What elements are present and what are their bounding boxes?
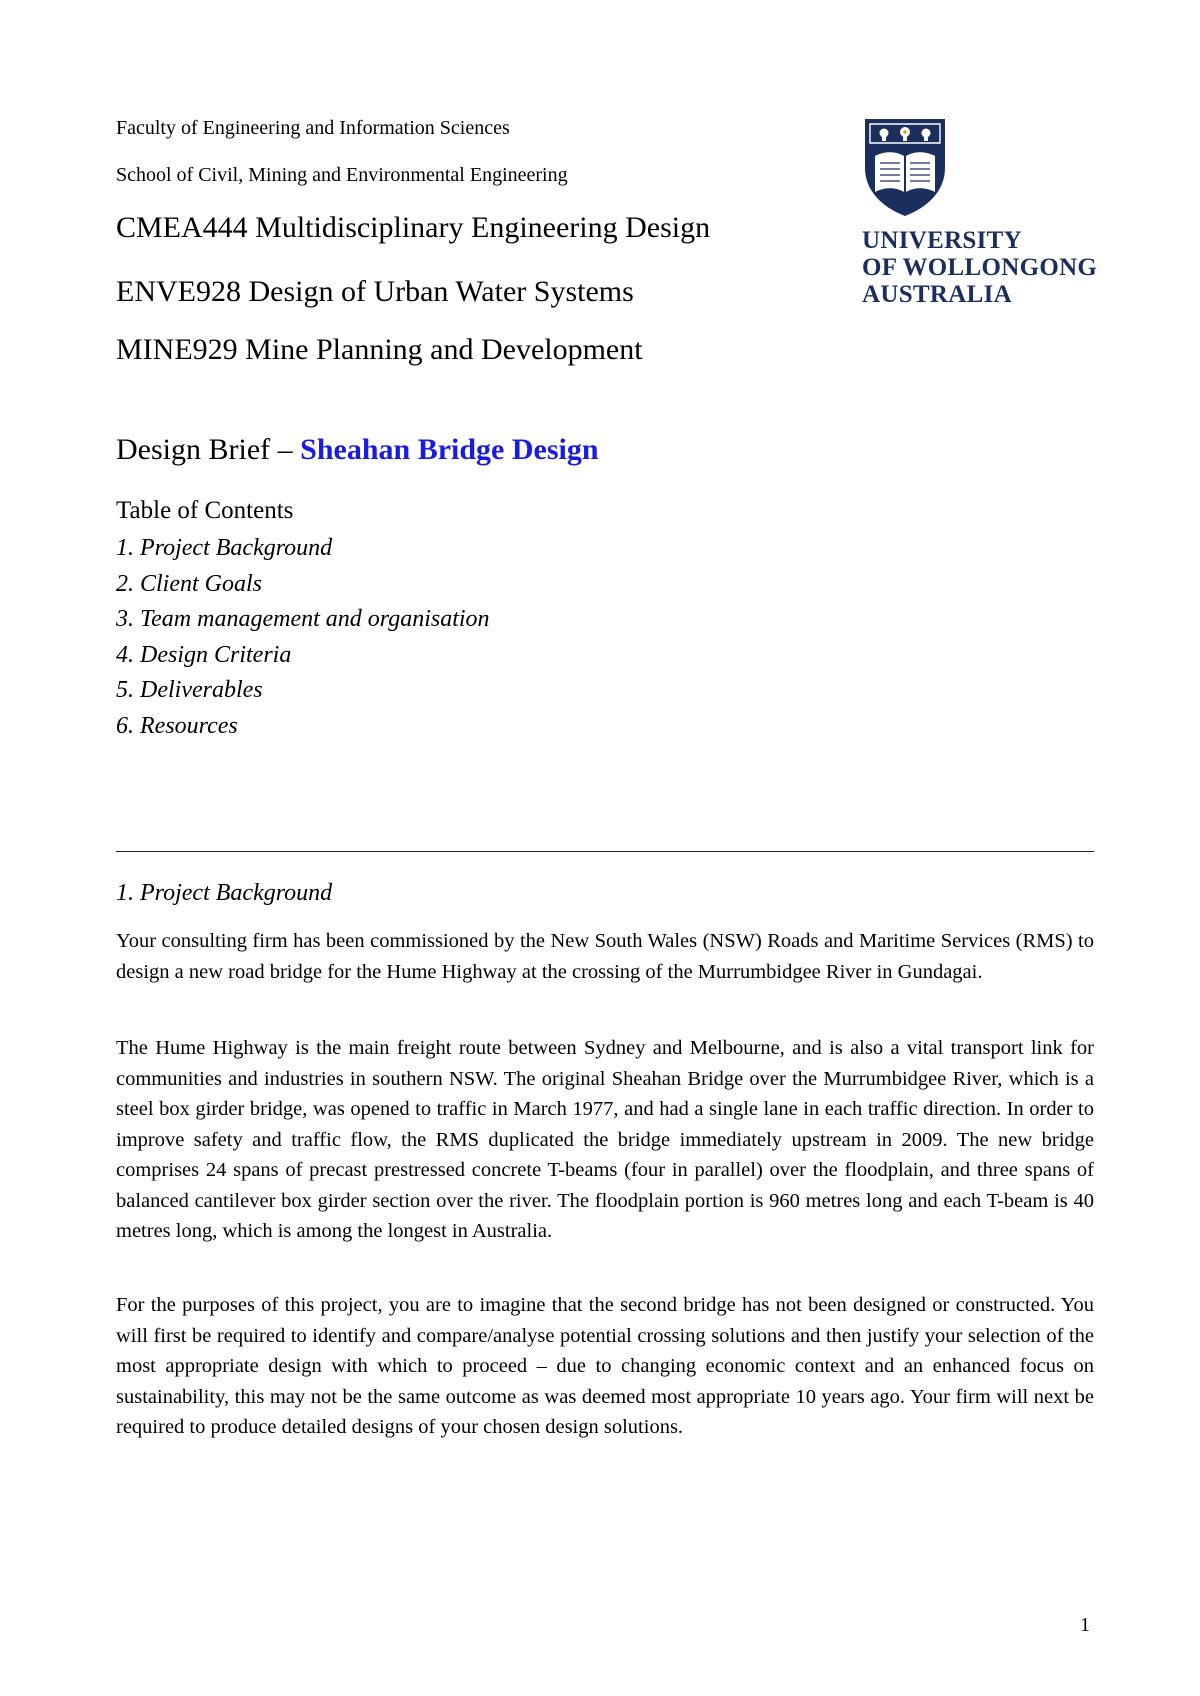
university-logo xyxy=(862,116,1192,306)
toc-item-project-background[interactable]: 1. Project Background xyxy=(116,535,333,561)
paragraph-hume-highway: The Hume Highway is the main freight route between Sydney and Melbourne, and is also a vital transport link for communities and industries in southern NSW. The original Sheahan Bridge over the Murrumbidgee River, which is a steel box girder bridge, was opened to traffic in March 1977, and had a single lane in each traffic direction. In order to improve safety and traffic flow, the RMS duplicated the bridge immediately upstream in 2009. The new bridge comprises 24 spans of precast prestressed concrete T-beams (four in parallel) over the floodplain, and three spans of balanced cantilever box girder section over the river. The floodplain portion is 960 metres long and each T-beam is 40 metres long, which is among the longest in Australia. xyxy=(116,1037,1094,1242)
logo-line-university: UNIVERSITY xyxy=(862,227,1022,254)
toc-item-design-criteria[interactable]: 4. Design Criteria xyxy=(116,641,292,668)
paragraph-commission: Your consulting firm has been commissioned by the New South Wales (NSW) Roads and Maritime Services (RMS) to design a new road bridge for the Hume Highway at the crossing of the Murrumbidgee River in Gundagai. xyxy=(116,930,1094,983)
course-title-mine929: MINE929 Mine Planning and Development xyxy=(116,333,643,366)
paragraph-project-purpose: For the purposes of this project, you are to imagine that the second bridge has not been designed or constructed. You will first be required to identify and compare/analyse potential crossing solutions and then justify your selection of the most appropriate design with which to proceed – due to changing economic context and an enhanced focus on sustainability, this may not be the same outcome as was deemed most appropriate 10 years ago. Your firm will next be required to produce detailed designs of your chosen design solutions. xyxy=(116,1294,1094,1438)
design-brief-title xyxy=(116,433,599,467)
course-title-enve928: ENVE928 Design of Urban Water Systems xyxy=(116,275,634,308)
logo-line-wollongong: OF WOLLONGONG xyxy=(862,254,1098,281)
faculty-line: Faculty of Engineering and Information Sciences xyxy=(116,117,510,139)
project-name: Sheahan Bridge Design xyxy=(300,433,599,466)
page-number: 1 xyxy=(1080,1614,1090,1636)
school-line: School of Civil, Mining and Environmental Engineering xyxy=(116,164,568,186)
toc-item-resources[interactable]: 6. Resources xyxy=(116,712,238,739)
design-brief-prefix: Design Brief – xyxy=(116,433,301,466)
logo-line-australia: AUSTRALIA xyxy=(862,281,1012,308)
toc-item-deliverables[interactable]: 5. Deliverables xyxy=(116,677,263,703)
section-heading-project-background: 1. Project Background xyxy=(116,880,333,906)
toc-item-client-goals[interactable]: 2. Client Goals xyxy=(116,570,263,597)
course-title-cmea444: CMEA444 Multidisciplinary Engineering Design xyxy=(116,211,711,244)
toc-title: Table of Contents xyxy=(116,497,294,524)
toc-item-team-management[interactable]: 3. Team management and organisation xyxy=(116,606,490,632)
section-divider xyxy=(116,851,1094,852)
university-crest-icon xyxy=(862,116,948,218)
table-of-contents xyxy=(116,531,490,744)
